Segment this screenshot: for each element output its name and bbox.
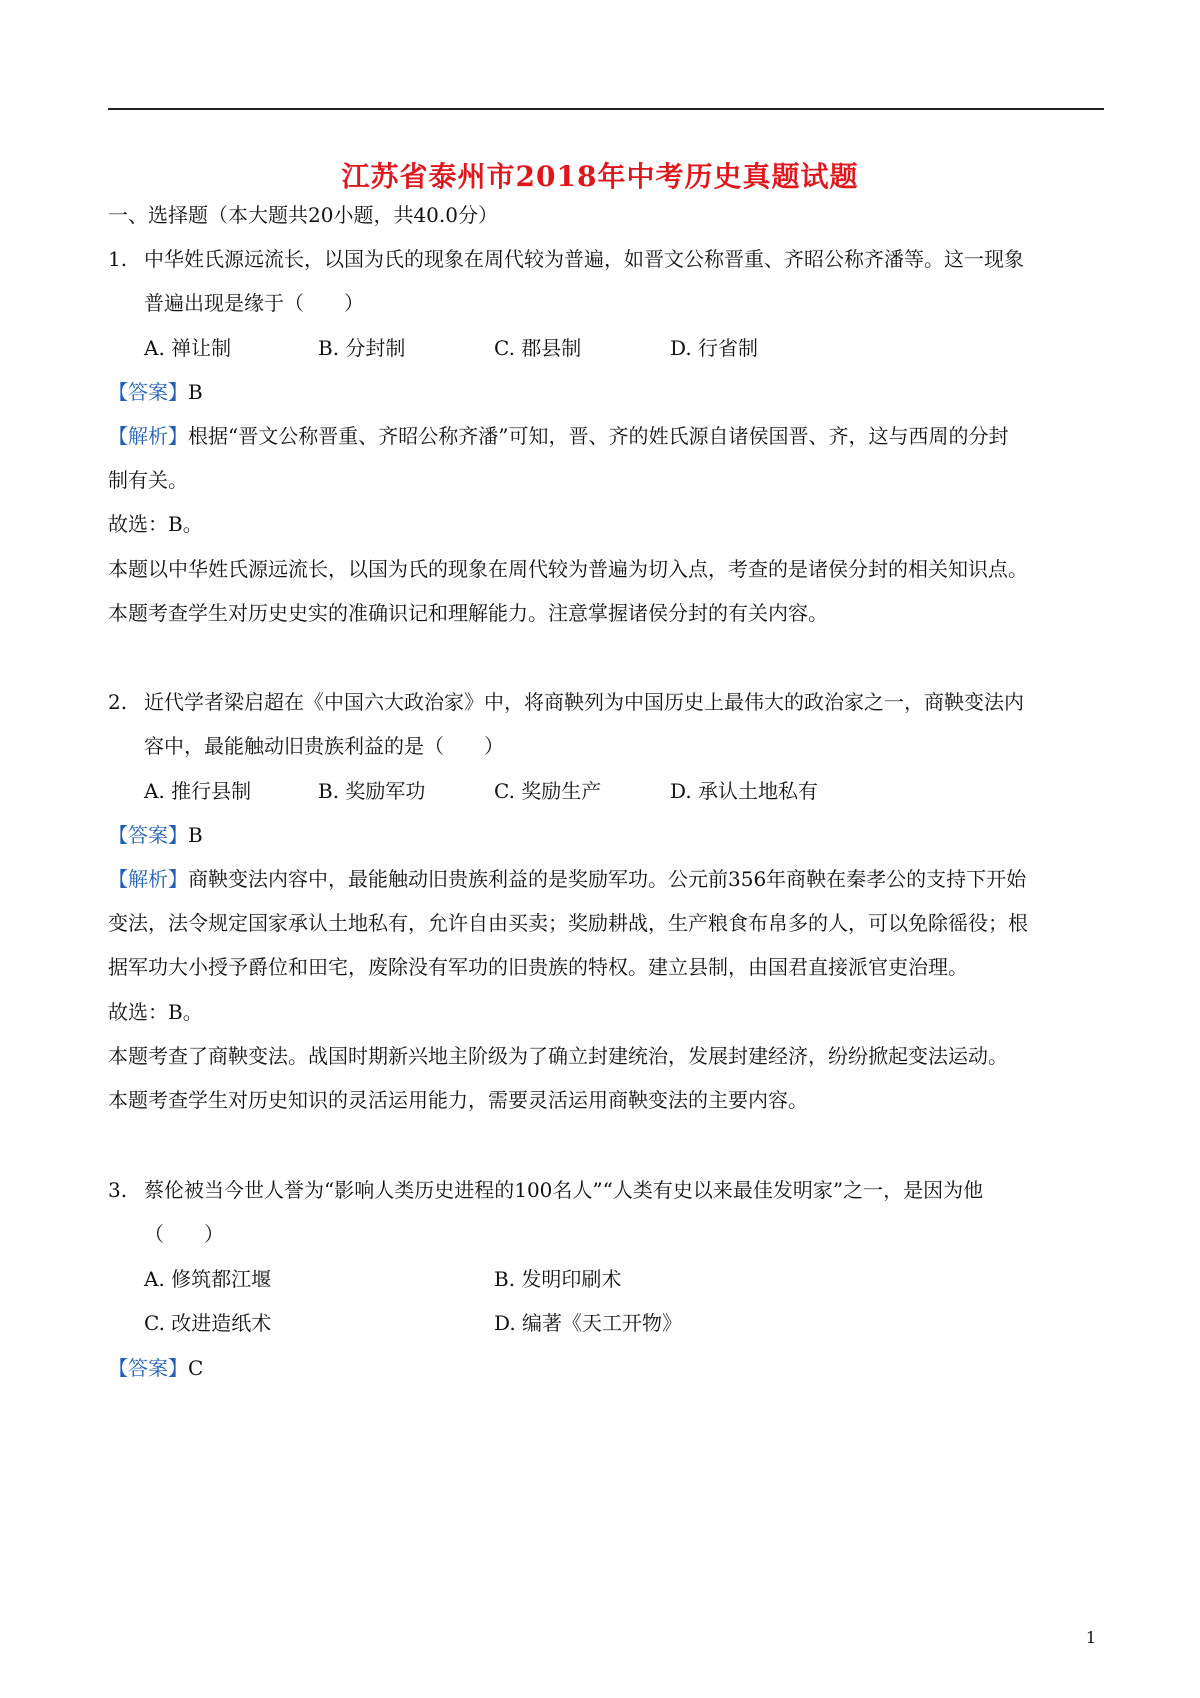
answer-tag: 【答案】 (108, 823, 188, 847)
q3-number: 3. (108, 1178, 128, 1202)
analysis-tag: 【解析】 (108, 867, 188, 891)
q1-answer (108, 377, 203, 407)
q2-note-line1: 本题考查了商鞅变法。战国时期新兴地主阶级为了确立封建统治，发展封建经济，纷纷掀起变法运动。 (108, 1044, 1008, 1068)
q2-note-line2: 本题考查学生对历史知识的灵活运用能力，需要灵活运用商鞅变法的主要内容。 (108, 1088, 808, 1112)
answer-tag: 【答案】 (108, 1356, 188, 1380)
q1-choose: 故选：B。 (108, 512, 203, 536)
q2-answer-value: B (188, 823, 203, 847)
q3-option-c: C. 改进造纸术 (144, 1311, 272, 1335)
q2-analysis-text: 商鞅变法内容中，最能触动旧贵族利益的是奖励军功。公元前356年商鞅在秦孝公的支持下开始 (188, 867, 1027, 891)
q2-option-a: A. 推行县制 (144, 779, 252, 803)
answer-tag: 【答案】 (108, 380, 188, 404)
q2-analysis-line1 (108, 864, 1026, 894)
q2-analysis-line3: 据军功大小授予爵位和田宅，废除没有军功的旧贵族的特权。建立县制，由国君直接派官吏治理。 (108, 955, 968, 979)
q2-option-d: D. 承认土地私有 (670, 779, 819, 803)
q3-answer-value: C (188, 1356, 204, 1380)
q2-stem-line1: 近代学者梁启超在《中国六大政治家》中，将商鞅列为中国历史上最伟大的政治家之一，商鞅变法内 (144, 690, 1024, 714)
q3-stem-line2: （ ） (144, 1222, 224, 1246)
q1-analysis-line1 (108, 421, 1008, 451)
q2-answer (108, 820, 203, 850)
q2-option-c: C. 奖励生产 (494, 779, 602, 803)
q2-choose: 故选：B。 (108, 1000, 203, 1024)
q2-number: 2. (108, 690, 128, 714)
page-title: 江苏省泰州市2018年中考历史真题试题 (341, 160, 859, 193)
q1-stem-line2: 普遍出现是缘于（ ） (144, 291, 364, 315)
q2-option-b: B. 奖励军功 (318, 779, 426, 803)
q1-answer-value: B (188, 380, 203, 404)
q1-analysis-line2: 制有关。 (108, 468, 188, 492)
q1-analysis-text: 根据“晋文公称晋重、齐昭公称齐潘”可知，晋、齐的姓氏源自诸侯国晋、齐，这与西周的分封 (188, 424, 1009, 448)
q1-stem-line1: 中华姓氏源远流长，以国为氏的现象在周代较为普遍，如晋文公称晋重、齐昭公称齐潘等。这一现象 (144, 247, 1024, 271)
q1-note-line1: 本题以中华姓氏源远流长，以国为氏的现象在周代较为普遍为切入点，考查的是诸侯分封的相关知识点。 (108, 557, 1028, 581)
q1-option-b: B. 分封制 (318, 336, 406, 360)
q2-stem-line2: 容中，最能触动旧贵族利益的是（ ） (144, 734, 504, 758)
q1-note-line2: 本题考查学生对历史史实的准确识记和理解能力。注意掌握诸侯分封的有关内容。 (108, 601, 828, 625)
page-number: 1 (1085, 1628, 1096, 1647)
q1-option-c: C. 郡县制 (494, 336, 582, 360)
q3-option-a: A. 修筑都江堰 (144, 1267, 272, 1291)
q1-number: 1. (108, 247, 128, 271)
q1-option-a: A. 禅让制 (144, 336, 232, 360)
q3-stem-line1: 蔡伦被当今世人誉为“影响人类历史进程的100名人”“人类有史以来最佳发明家”之一，是因为他 (144, 1178, 984, 1202)
q2-analysis-line2: 变法，法令规定国家承认土地私有，允许自由买卖；奖励耕战，生产粮食布帛多的人，可以免除徭役；根 (108, 911, 1028, 935)
header-rule (108, 108, 1104, 110)
section-heading: 一、选择题（本大题共20小题，共40.0分） (108, 203, 498, 227)
analysis-tag: 【解析】 (108, 424, 188, 448)
q3-option-d: D. 编著《天工开物》 (494, 1311, 683, 1335)
q3-option-b: B. 发明印刷术 (494, 1267, 622, 1291)
q1-option-d: D. 行省制 (670, 336, 759, 360)
q3-answer (108, 1353, 203, 1383)
